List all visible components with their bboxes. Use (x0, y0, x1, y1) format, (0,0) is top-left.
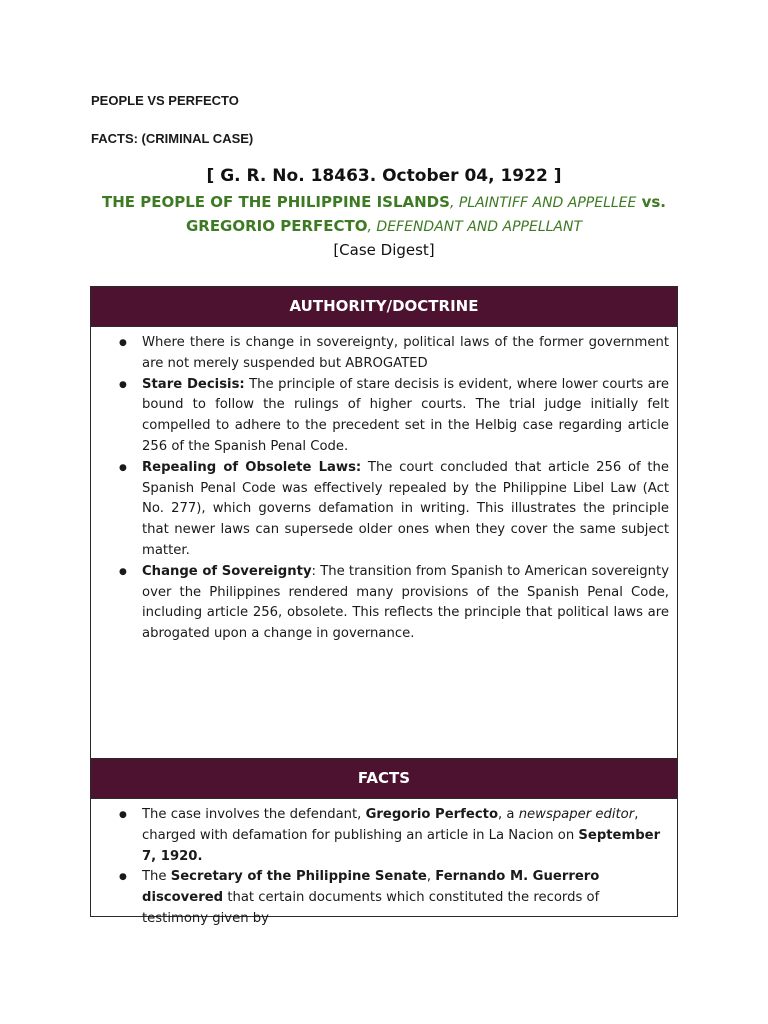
doctrine-item-text: Where there is change in sovereignty, political laws of the former government are not merely suspended but ABROGATED (142, 335, 669, 371)
plaintiff-name: THE PEOPLE OF THE PHILIPPINE ISLANDS (101, 193, 450, 211)
official-name: Fernando M. Guerrero discovered (142, 869, 600, 906)
doctrine-item (142, 562, 669, 645)
facts-text: , a (498, 807, 519, 822)
doctrine-item (142, 458, 669, 562)
document-subtitle: FACTS: (CRIMINAL CASE) (91, 131, 254, 146)
plaintiff-role: , PLAINTIFF AND APPELLEE (449, 195, 637, 211)
facts-item (142, 805, 669, 867)
doctrine-item-term: Stare Decisis: (142, 376, 245, 392)
defendant-role: , DEFENDANT AND APPELLANT (367, 219, 583, 235)
facts-list (91, 799, 677, 930)
occupation: newspaper editor (518, 807, 635, 822)
doctrine-item-text: The principle of stare decisis is evident, where lower courts are bound to follow the rulings of higher courts. The trial judge initially felt compelled to adhere to the precedent set in the Helbig case regarding article 256 of the Spanish Penal Code. (142, 376, 669, 454)
case-parties-line-2 (0, 217, 768, 235)
facts-heading: FACTS (91, 759, 677, 799)
facts-text: , (426, 869, 436, 885)
digest-label: [Case Digest] (333, 241, 435, 259)
doctrine-item-term: Change of Sovereignty (142, 563, 312, 579)
gr-number: [ G. R. No. 18463. October 04, 1922 ] (206, 166, 562, 186)
doctrine-item (142, 375, 669, 458)
doctrine-list (91, 327, 677, 645)
defendant-mention: Gregorio Perfecto (365, 807, 499, 822)
case-parties-line-1 (0, 193, 768, 211)
doctrine-item-text: : The transition from Spanish to American sovereignty over the Philippines rendered many provisions of the Spanish Penal Code, including article 256, obsolete. This reflects the principle that political laws are abrogated upon a change in governance. (142, 563, 670, 642)
doctrine-item-term: Repealing of Obsolete Laws: (142, 459, 362, 475)
doctrine-item-text: The court concluded that article 256 of the Spanish Penal Code was effectively repealed by the Philippine Libel Law (Act No. 277), which governs defamation in writing. This illustrates the principle that newer laws can supersede older ones when they cover the same subject matter. (142, 459, 669, 558)
publication-date: September 7, 1920. (142, 827, 661, 864)
doctrine-heading: AUTHORITY/DOCTRINE (91, 287, 677, 327)
facts-section (90, 758, 678, 926)
facts-item (142, 867, 669, 929)
facts-text: The (142, 869, 171, 885)
facts-text: The case involves the defendant, (142, 807, 366, 822)
facts-text: , charged with defamation for publishing an article in La Nacion on (142, 807, 639, 843)
facts-text: that certain documents which constituted the records of testimony given by (142, 890, 600, 926)
defendant-name: GREGORIO PERFECTO (185, 217, 368, 235)
official-title: Secretary of the Philippine Senate (170, 869, 427, 885)
versus-label: vs. (636, 193, 667, 211)
doctrine-section (90, 286, 678, 759)
document-title: PEOPLE VS PERFECTO (91, 93, 239, 108)
doctrine-item (142, 333, 669, 375)
